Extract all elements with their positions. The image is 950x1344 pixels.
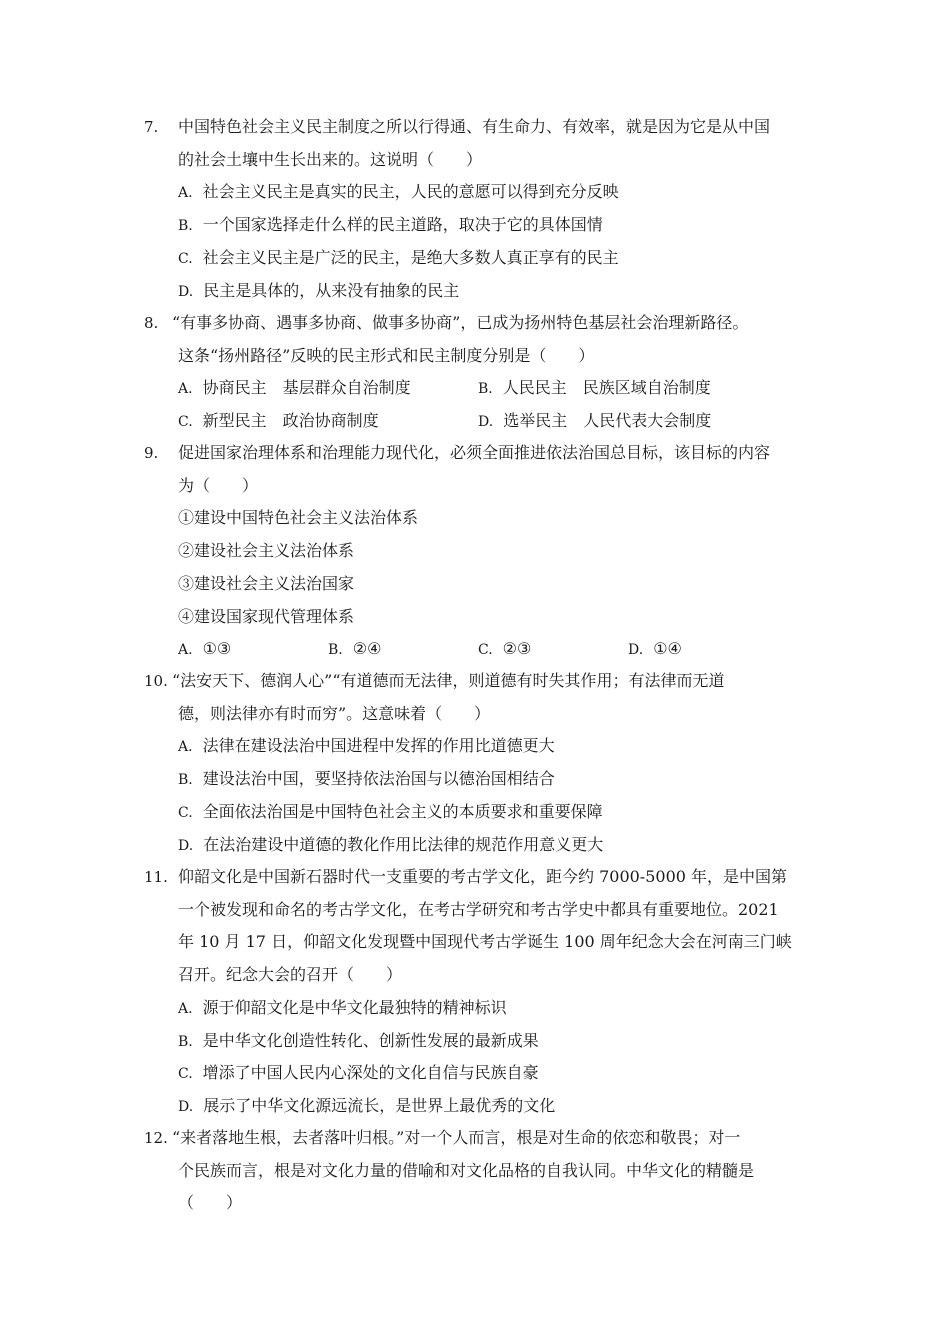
option-text: 人民民主 民族区域自治制度: [502, 378, 711, 398]
question-stem-line: 为（ ）: [178, 475, 259, 495]
question-stem-line: “来者落地生根，去者落叶归根。”对一个人而言，根是对生命的依恋和敬畏；对一: [172, 1128, 741, 1147]
option-c: [478, 633, 531, 667]
option-text: 一个国家选择走什么样的民主道路，取决于它的具体国情: [202, 215, 603, 235]
question-stem-line: 中国特色社会主义民主制度之所以行得通、有生命力、有效率，就是因为它是从中国: [178, 117, 771, 136]
option-letter: D.: [628, 642, 644, 659]
option-letter: D.: [178, 283, 194, 300]
option-letter: C.: [478, 642, 493, 659]
option-text: 法律在建设法治中国进程中发挥的作用比道德更大: [202, 736, 555, 756]
option-letter: D.: [178, 1098, 194, 1115]
option-b: [328, 633, 381, 667]
option-a: [178, 992, 507, 1026]
option-text: 民主是具体的，从来没有抽象的民主: [203, 280, 460, 300]
question-number: 9.: [144, 444, 159, 462]
option-text: 展示了中华文化源远流长，是世界上最优秀的文化: [203, 1095, 556, 1115]
option-c: [178, 796, 603, 830]
question-stem-line: 促进国家治理体系和治理能力现代化，必须全面推进依法治国总目标，该目标的内容: [178, 443, 771, 462]
question-number: 10.: [144, 672, 168, 690]
option-text: 社会主义民主是广泛的民主，是绝大多数人真正享有的民主: [202, 247, 619, 267]
statement-item: ③建设社会主义法治国家: [178, 573, 355, 593]
option-text: 源于仰韶文化是中华文化最独特的精神标识: [202, 997, 507, 1017]
option-a: [178, 633, 231, 667]
question-stem-line: “有事多协商、遇事多协商、做事多协商”，已成为扬州特色基层社会治理新路径。: [172, 313, 749, 332]
option-letter: B.: [178, 772, 193, 789]
question-stem-line: 个民族而言，根是对文化力量的借喻和对文化品格的自我认同。中华文化的精髓是: [178, 1160, 755, 1180]
question-number: 12.: [144, 1129, 168, 1147]
question-stem-line: （ ）: [178, 1193, 243, 1213]
option-text: 在法治建设中道德的教化作用比法律的规范作用意义更大: [203, 834, 604, 854]
option-c: [178, 1057, 539, 1091]
option-text: 建设法治中国，要坚持依法治国与以德治国相结合: [202, 769, 555, 789]
option-text: 增添了中国人民内心深处的文化自信与民族自豪: [202, 1063, 539, 1083]
option-a: [178, 730, 555, 764]
statement-item: ④建设国家现代管理体系: [178, 606, 355, 626]
question-number: 7.: [144, 118, 159, 136]
option-text: 社会主义民主是真实的民主，人民的意愿可以得到充分反映: [202, 182, 619, 202]
question-stem-line: 这条“扬州路径”反映的民主形式和民主制度分别是（ ）: [178, 345, 595, 365]
option-text: ②④: [352, 639, 382, 659]
question-stem-line: 年 10 月 17 日，仰韶文化发现暨中国现代考古学诞生 100 周年纪念大会在河南三门峡: [178, 932, 792, 952]
option-letter: C.: [178, 414, 193, 431]
question-stem-line: “法安天下、德润人心”“有道德而无法律，则道德有时失其作用；有法律而无道: [172, 671, 725, 690]
option-c: [178, 405, 379, 439]
option-letter: A.: [178, 642, 193, 659]
question-stem-line: 召开。纪念大会的召开（ ）: [178, 965, 403, 985]
option-b: [178, 763, 555, 797]
option-text: 协商民主 基层群众自治制度: [202, 378, 411, 398]
option-letter: B.: [178, 1033, 193, 1050]
option-letter: C.: [178, 804, 193, 821]
option-letter: B.: [478, 381, 493, 398]
option-text: 是中华文化创造性转化、创新性发展的最新成果: [202, 1030, 539, 1050]
option-d: [178, 1090, 555, 1124]
option-letter: A.: [178, 1000, 193, 1017]
option-d: [178, 275, 459, 309]
question-stem-line: 德，则法律亦有时而穷”。这意味着（ ）: [178, 703, 491, 723]
option-letter: A.: [178, 381, 193, 398]
question-stem-line: 的社会土壤中生长出来的。这说明（ ）: [178, 149, 483, 169]
option-b: [178, 209, 603, 243]
statement-item: ②建设社会主义法治体系: [178, 541, 355, 561]
question-number: 11.: [144, 868, 168, 886]
question-number: 8.: [144, 314, 159, 332]
option-text: 选举民主 人民代表大会制度: [503, 411, 712, 431]
option-letter: C.: [178, 1066, 193, 1083]
option-text: ②③: [502, 639, 532, 659]
option-letter: C.: [178, 250, 193, 267]
option-letter: A.: [178, 739, 193, 756]
option-text: 全面依法治国是中国特色社会主义的本质要求和重要保障: [202, 801, 603, 821]
option-text: 新型民主 政治协商制度: [202, 411, 379, 431]
option-c: [178, 242, 619, 276]
option-d: [478, 405, 711, 439]
question-stem-line: 仰韶文化是中国新石器时代一支重要的考古学文化，距今约 7000-5000 年，是中国第: [178, 867, 788, 886]
option-letter: B.: [178, 218, 193, 235]
option-text: ①④: [653, 639, 682, 659]
option-a: [178, 176, 619, 210]
question-stem-line: 一个被发现和命名的考古学文化，在考古学研究和考古学史中都具有重要地位。2021: [178, 899, 779, 919]
option-letter: D.: [478, 414, 494, 431]
option-a: [178, 372, 411, 406]
option-b: [478, 372, 711, 406]
option-letter: D.: [178, 837, 194, 854]
option-b: [178, 1025, 539, 1059]
option-d: [178, 829, 603, 863]
option-letter: A.: [178, 185, 193, 202]
statement-item: ①建设中国特色社会主义法治体系: [178, 508, 419, 528]
option-d: [628, 633, 682, 667]
option-text: ①③: [202, 639, 232, 659]
option-letter: B.: [328, 642, 343, 659]
